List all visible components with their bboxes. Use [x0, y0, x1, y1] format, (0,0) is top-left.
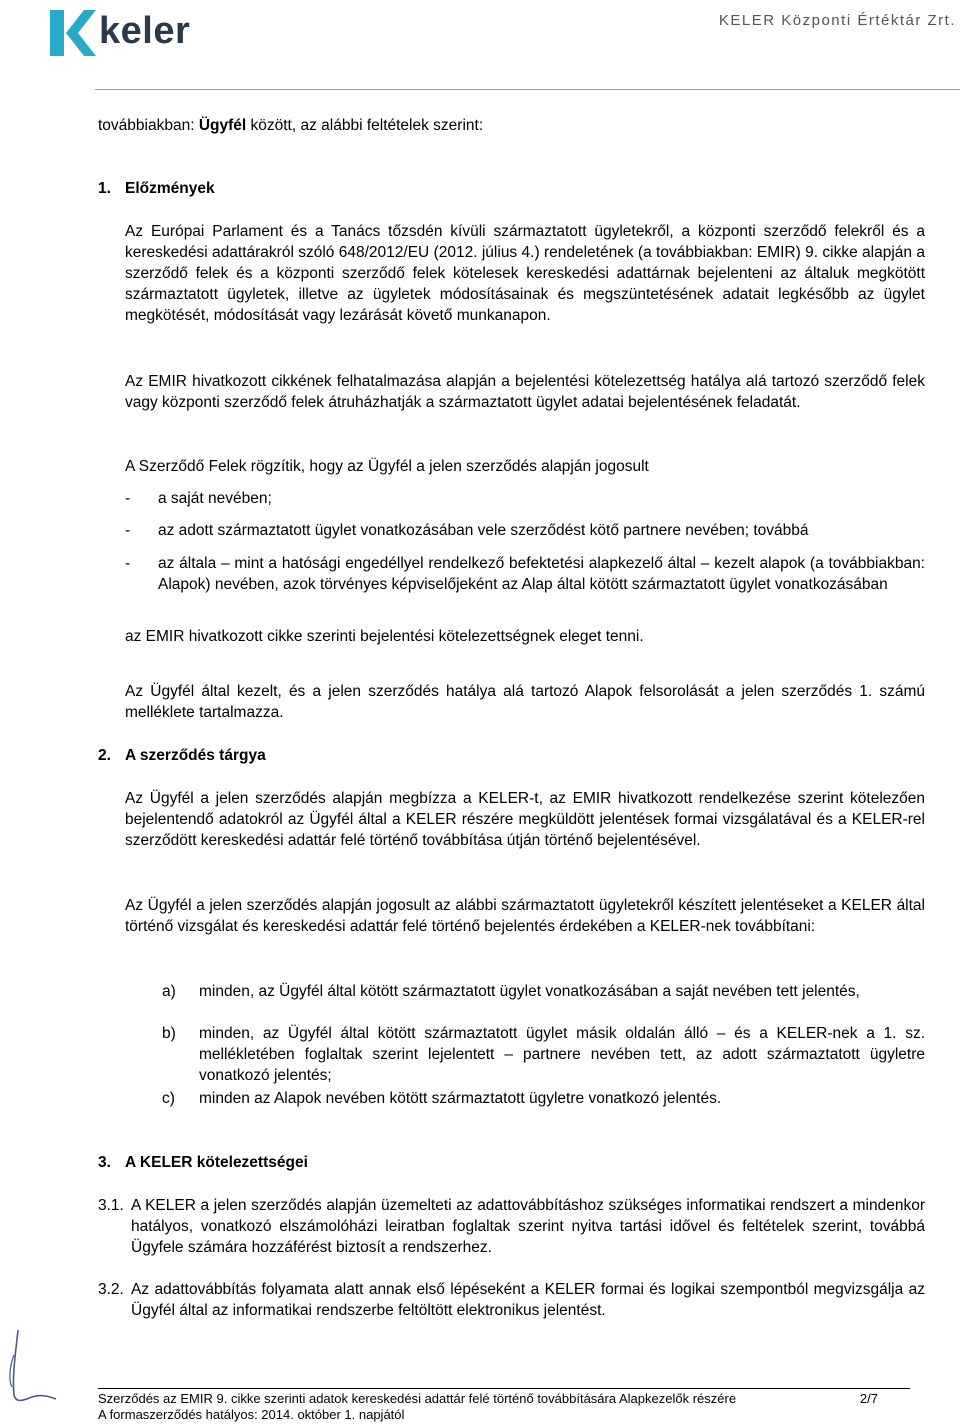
page-number: 2/7	[859, 1391, 878, 1406]
page-header	[0, 0, 960, 92]
section-2-paragraph-1: Az Ügyfél a jelen szerződés alapján megbízza a KELER-t, az EMIR hivatkozott rendelkezése szerint kötelezően bejelentendő adatokról az Ügyfél által a KELER részére megküldött jelentések formai vizsgálatával és a KELER-rel szerződött kereskedési adattár felé történő továbbítása útján történő bejelentésével.	[125, 790, 925, 849]
section-title: A szerződés tárgya	[125, 747, 266, 764]
section-title: Előzmények	[125, 180, 215, 197]
subsection-number: 3.2.	[98, 1281, 124, 1298]
list-dash: -	[125, 555, 131, 572]
keler-logo	[44, 8, 224, 58]
section-1-paragraph-4: az EMIR hivatkozott cikke szerinti bejelentési kötelezettségnek eleget tenni.	[125, 628, 644, 645]
subsection-text: Az adattovábbítás folyamata alatt annak első lépéseként a KELER formai és logikai szempontból megvizsgálja az Ügyfél által az informatikai rendszerbe feltöltött elektronikus jelentést.	[131, 1281, 925, 1319]
footer	[98, 1391, 910, 1406]
footer-effective-date: A formaszerződés hatályos: 2014. október 1. napjától	[98, 1407, 405, 1422]
footer-title: Szerződés az EMIR 9. cikke szerinti adatok kereskedési adattár felé történő továbbítására Alapkezelők részére	[98, 1391, 737, 1406]
list-item-text: minden az Alapok nevében kötött származtatott ügyletre vonatkozó jelentés.	[199, 1090, 722, 1107]
section-2-paragraph-2: Az Ügyfél a jelen szerződés alapján jogosult az alábbi származtatott ügyletekről készített jelentéseket a KELER által történő vizsgálat és kereskedési adattár felé történő bejelentés érdekében a KELER-nek továbbítani:	[125, 897, 925, 935]
footer-divider	[98, 1388, 910, 1389]
list-label: c)	[162, 1090, 175, 1107]
list-item-text: a saját nevében;	[158, 490, 272, 507]
keler-logo-icon	[44, 8, 96, 58]
section-title: A KELER kötelezettségei	[125, 1154, 308, 1171]
list-item-text: minden, az Ügyfél által kötött származtatott ügylet vonatkozásában a saját nevében tett jelentés,	[199, 983, 860, 1000]
subsection-number: 3.1.	[98, 1197, 124, 1214]
section-number: 1.	[98, 180, 111, 197]
section-1-paragraph-2: Az EMIR hivatkozott cikkének felhatalmazása alapján a bejelentési kötelezettség hatálya alá tartozó szerződő felek vagy központi szerződő felek átruházhatják a származtatott ügylet adatai bejelentésének feladatát.	[125, 373, 925, 411]
list-dash: -	[125, 522, 131, 539]
company-name: KELER Központi Értéktár Zrt.	[718, 12, 956, 29]
list-label: a)	[162, 983, 176, 1000]
logo-wordmark: keler	[99, 10, 191, 52]
section-number: 3.	[98, 1154, 111, 1171]
signature-mark	[4, 1325, 64, 1405]
list-item-text: minden, az Ügyfél által kötött származtatott ügylet másik oldalán álló – és a KELER-nek a 1. sz. mellékletében foglaltak szerint lejelentett – partnere nevében tett, az adott származtatott ügyletre vonatkozó jelentés;	[199, 1025, 925, 1084]
list-item-text: az adott származtatott ügylet vonatkozásában vele szerződést kötő partnere nevében; továbbá	[158, 522, 809, 539]
subsection-text: A KELER a jelen szerződés alapján üzemelteti az adattovábbításhoz szükséges informatikai rendszert a mindenkor hatályos, vonatkozó elszámolóházi leiratban foglaltak szerint nyitva tartási idővel és feltételek szerint, továbbá Ügyfele számára hozzáférést biztosít a rendszerhez.	[131, 1197, 925, 1256]
header-divider	[95, 89, 960, 90]
section-1-paragraph-1: Az Európai Parlament és a Tanács tőzsdén kívüli származtatott ügyletekről, a központi szerződő felekről és a kereskedési adattárakról szóló 648/2012/EU (2012. július 4.) rendeletének (a továbbiakban: EMIR) 9. cikke alapján a szerződő felek és a központi szerződő felek kötelesek kereskedési adattárnak bejelenteni az általuk megkötött származtatott ügyletek, illetve az ügyletek módosításainak és megszüntetésének adatait legkésőbb az ügylet megkötését, módosítását vagy lezárását követő munkanapon.	[125, 223, 925, 324]
intro-line: továbbiakban: Ügyfél között, az alábbi feltételek szerint:	[98, 117, 484, 134]
list-label: b)	[162, 1025, 176, 1042]
section-number: 2.	[98, 747, 111, 764]
section-1-paragraph-5: Az Ügyfél által kezelt, és a jelen szerződés hatálya alá tartozó Alapok felsorolását a jelen szerződés 1. számú melléklete tartalmazza.	[125, 683, 925, 721]
list-item-text: az általa – mint a hatósági engedéllyel rendelkező befektetési alapkezelő által – kezelt alapok (a továbbiakban: Alapok) nevében, azok törvényes képviselőjeként az Alap által kötött származtatott ügylet vonatkozásában	[158, 555, 925, 593]
section-1-paragraph-3: A Szerződő Felek rögzítik, hogy az Ügyfél a jelen szerződés alapján jogosult	[125, 458, 649, 475]
list-dash: -	[125, 490, 131, 507]
client-term: Ügyfél	[198, 117, 247, 134]
